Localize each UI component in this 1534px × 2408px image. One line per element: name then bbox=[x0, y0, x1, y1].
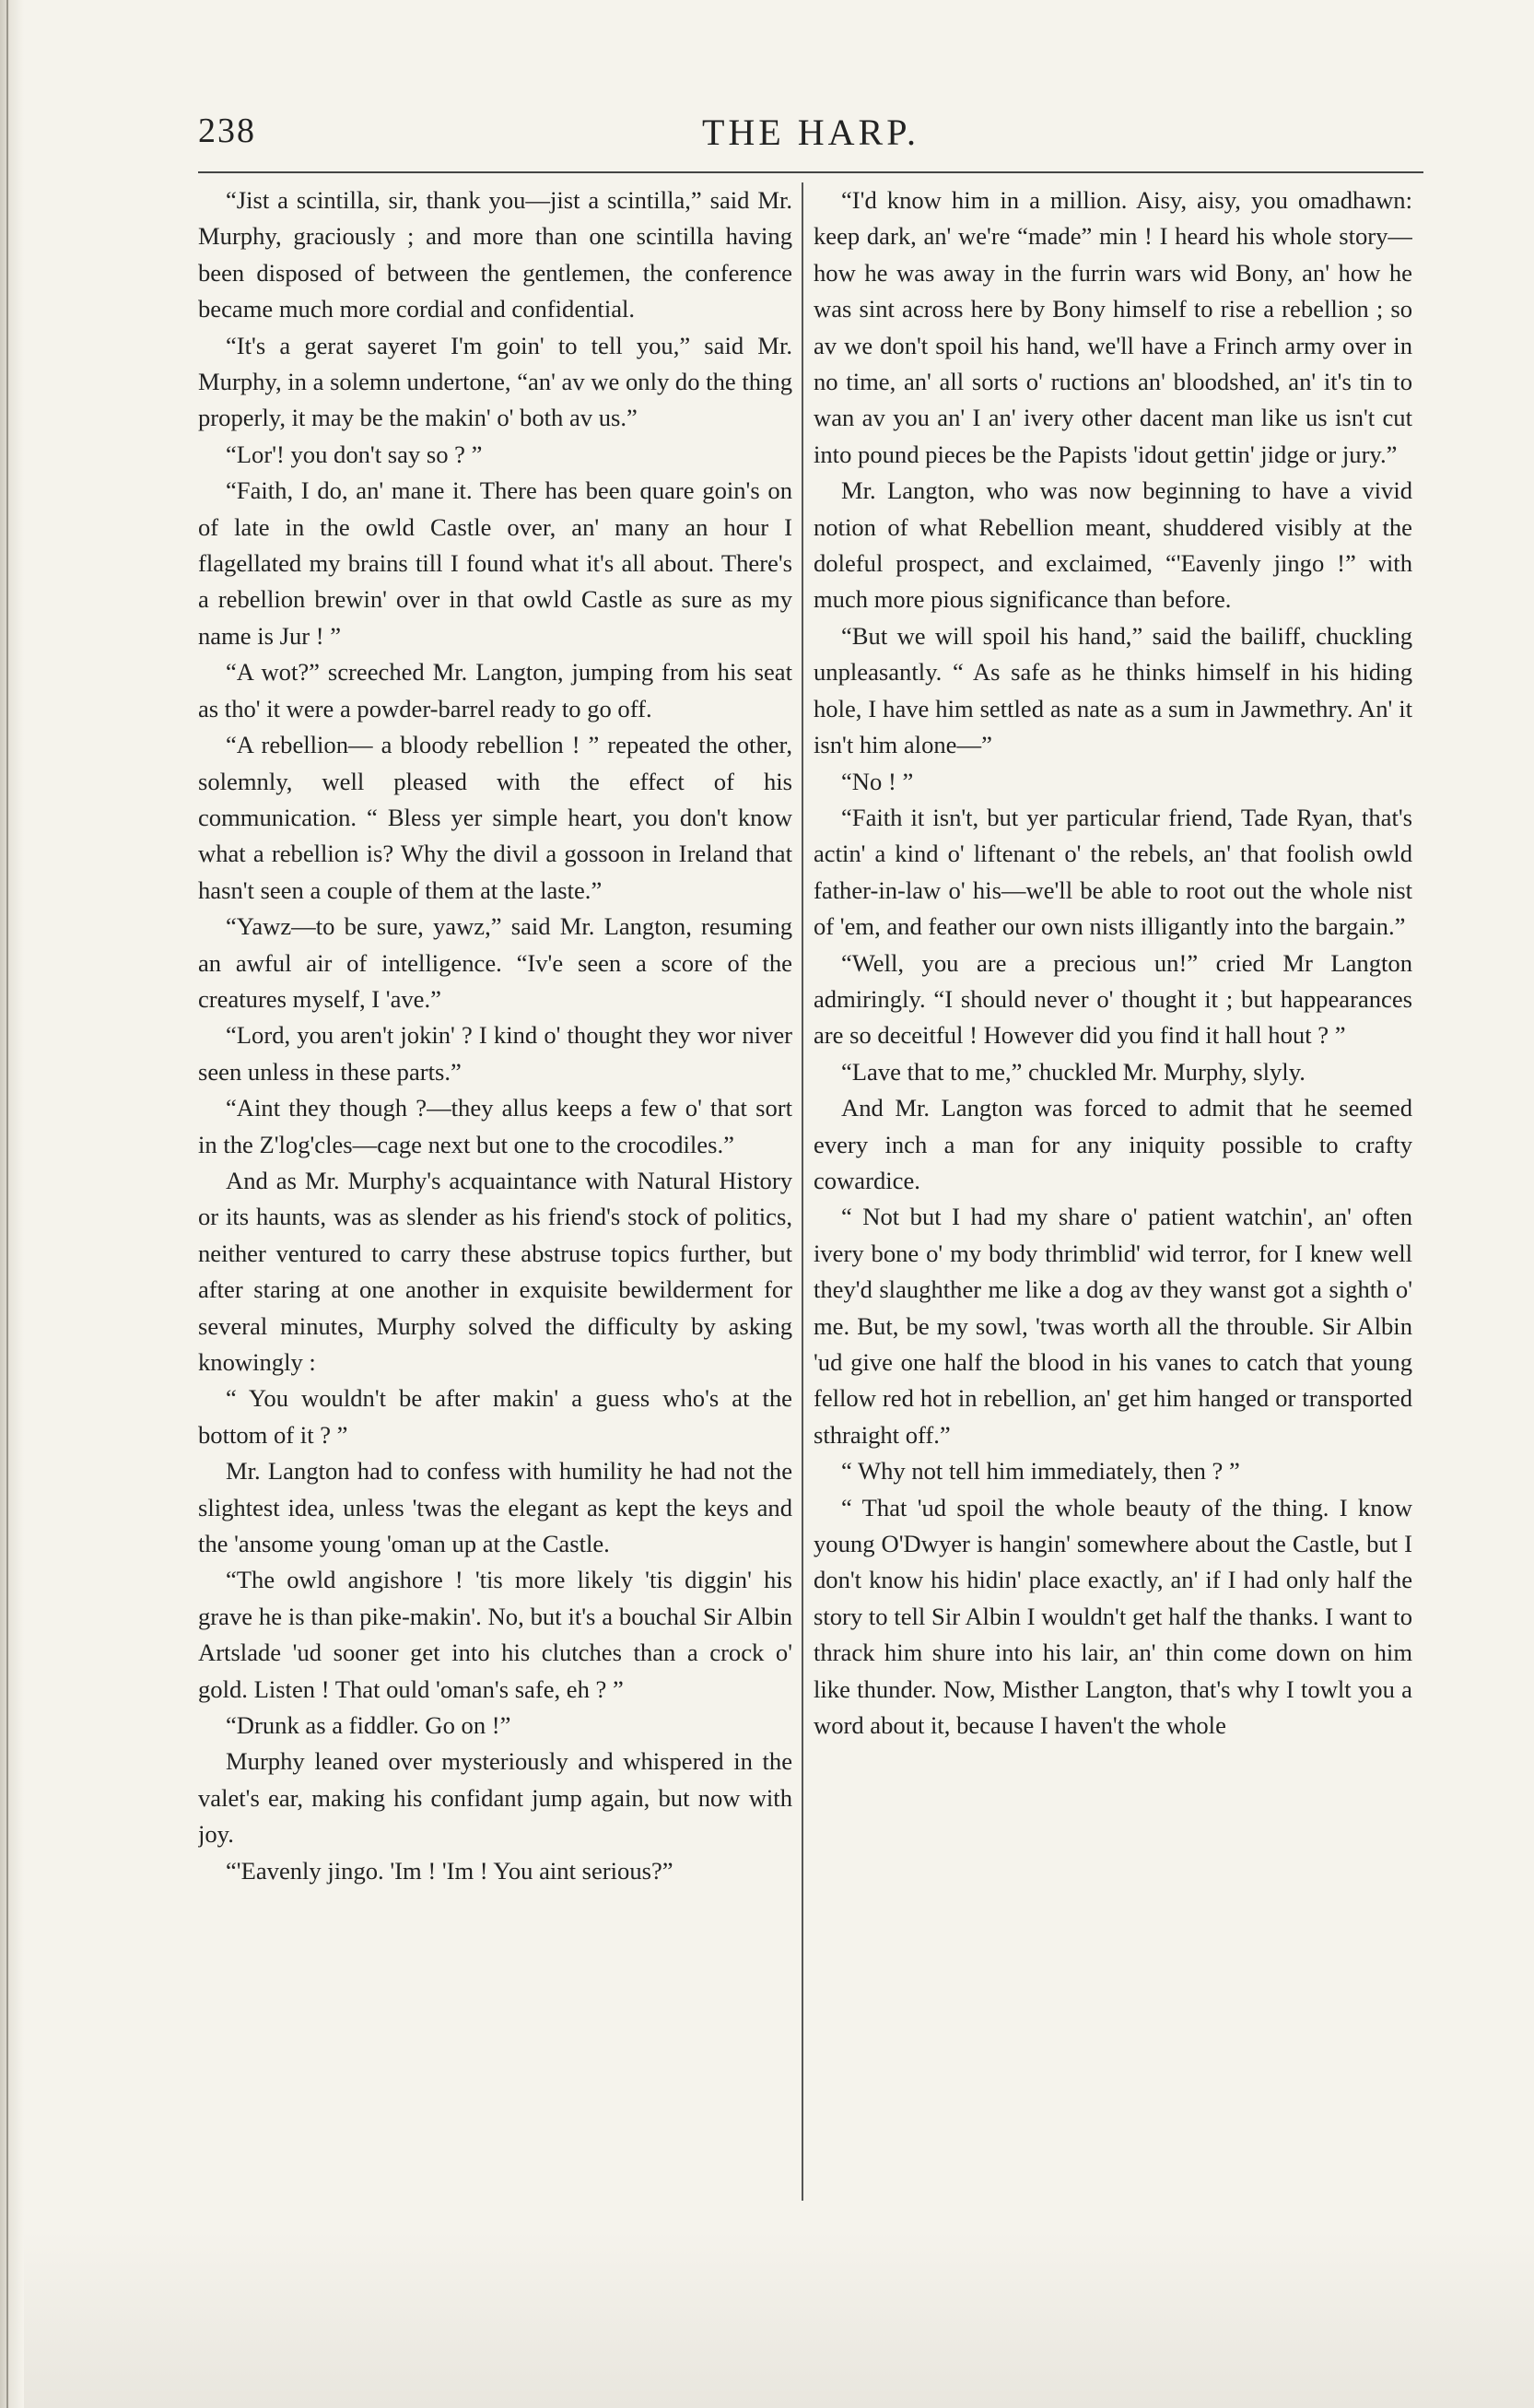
right-text-column bbox=[814, 182, 1412, 2191]
paragraph: “Aint they though ?—they allus keeps a few o' that sort in the Z'log'cles—cage next but one to the crocodiles.” bbox=[198, 1094, 792, 1158]
paragraph: “I'd know him in a million. Aisy, aisy, you omadhawn: keep dark, an' we're “made” min ! I heard his whole story—how he was away in the furrin wars wid Bony, an' how he was sint across here by Bony himself to rise a rebellion ; so av we don't spoil his hand, we'll have a Frinch army over in no time, an' all sorts o' ructions an' bloodshed, an' it's tin to wan av you an' I an' ivery other dacent man like us isn't cut into pound pieces be the Papists 'idout gettin' jidge or jury.” bbox=[814, 186, 1412, 468]
paragraph: “'Eavenly jingo. 'Im ! 'Im ! You aint serious?” bbox=[226, 1856, 673, 1885]
paragraph: “Drunk as a fiddler. Go on !” bbox=[226, 1711, 511, 1740]
paragraph: “Jist a scintilla, sir, thank you—jist a scintilla,” said Mr. Murphy, graciously ; and more than one scintilla having been disposed of between the gentlemen, the conference became much more cordial and confidential. bbox=[198, 186, 792, 323]
header-rule bbox=[198, 171, 1423, 173]
column-divider bbox=[802, 182, 803, 2201]
page-number: 238 bbox=[198, 112, 256, 150]
paragraph: And Mr. Langton was forced to admit that he seemed every inch a man for any iniquity possible to crafty cowardice. bbox=[814, 1094, 1412, 1194]
page-bottom-margin bbox=[24, 2230, 1534, 2408]
page-header bbox=[198, 111, 1423, 166]
binding-edge-line bbox=[6, 0, 8, 2408]
paragraph: “Well, you are a precious un!” cried Mr Langton admiringly. “I should never o' thought it ; but happearances are so deceitful ! However did you find it hall hout ? ” bbox=[814, 948, 1412, 1050]
paragraph: “ You wouldn't be after makin' a guess who's at the bottom of it ? ” bbox=[198, 1384, 792, 1449]
paragraph: “ Why not tell him immediately, then ? ” bbox=[841, 1457, 1240, 1486]
paragraph: “ Not but I had my share o' patient watchin', an' often ivery bone o' my body thrimblid' wid terror, for I knew well they'd slaughther me like a dog av they wanst got a sighth o' me. But, be my sowl, 'twas worth all the throuble. Sir Albin 'ud give one half the blood in his vanes to catch that young fellow red hot in rebellion, an' get him hanged or transported sthraight off.” bbox=[814, 1203, 1412, 1449]
page-gutter-shadow bbox=[0, 0, 24, 2408]
paragraph: Mr. Langton, who was now beginning to have a vivid notion of what Rebellion meant, shuddered visibly at the doleful prospect, and exclaimed, “'Eavenly jingo !” with much more pious significance than before. bbox=[814, 476, 1412, 614]
paragraph: “Faith it isn't, but yer particular friend, Tade Ryan, that's actin' a kind o' liftenant o' the rebels, an' that foolish owld father-in-law o' his—we'll be able to root out the whole nist of 'em, and feather our own nists illigantly into the bargain.” bbox=[814, 803, 1412, 941]
paragraph: “But we will spoil his hand,” said the bailiff, chuckling unpleasantly. “ As safe as he thinks himself in his hiding hole, I have him settled as nate as a sum in Jawmethry. An' it isn't him alone—” bbox=[814, 621, 1412, 759]
paragraph: “The owld angishore ! 'tis more likely 'tis diggin' his grave he is than pike-makin'. No, but it's a bouchal Sir Albin Artslade 'ud sooner get into his clutches than a crock o' gold. Listen ! That ould 'oman's safe, eh ? ” bbox=[198, 1566, 792, 1703]
paragraph: “Faith, I do, an' mane it. There has been quare goin's on of late in the owld Castle over, an' many an hour I flagellated my brains till I found what it's all about. There's a rebellion brewin' over in that owld Castle as sure as my name is Jur ! ” bbox=[198, 476, 792, 650]
paragraph: Mr. Langton had to confess with humility he had not the slightest idea, unless 'twas the elegant as kept the keys and the 'ansome young 'oman up at the Castle. bbox=[198, 1457, 792, 1558]
paragraph: “A wot?” screeched Mr. Langton, jumping from his seat as tho' it were a powder-barrel ready to go off. bbox=[198, 658, 792, 722]
paragraph: And as Mr. Murphy's acquaintance with Natural History or its haunts, was as slender as his friend's stock of politics, neither ventured to carry these abstruse topics further, but after staring at one another in exquisite bewilderment for several minutes, Murphy solved the difficulty by asking knowingly : bbox=[198, 1166, 792, 1376]
paragraph: “Lave that to me,” chuckled Mr. Murphy, slyly. bbox=[841, 1057, 1306, 1086]
paragraph: “Lor'! you don't say so ? ” bbox=[226, 440, 483, 468]
paragraph: “A rebellion— a bloody rebellion ! ” repeated the other, solemnly, well pleased with the effect of his communication. “ Bless yer simple heart, you don't know what a rebellion is? Why the divil a gossoon in Ireland that hasn't seen a couple of them at the laste.” bbox=[198, 731, 792, 904]
paragraph: “No ! ” bbox=[841, 767, 914, 795]
paragraph: “ That 'ud spoil the whole beauty of the thing. I know young O'Dwyer is hangin' somewhere about the Castle, but I don't know his hidin' place exactly, an' if I had only half the story to tell Sir Albin I wouldn't get half the thanks. I want to thrack him shure into his lair, an' thin come down on him like thunder. Now, Misther Langton, that's why I towlt you a word about it, because I haven't the whole bbox=[814, 1493, 1412, 1740]
paragraph: “Lord, you aren't jokin' ? I kind o' thought they wor niver seen unless in these parts.” bbox=[198, 1021, 792, 1086]
running-title: THE HARP. bbox=[701, 112, 920, 153]
left-text-column bbox=[198, 182, 792, 2191]
paragraph: “Yawz—to be sure, yawz,” said Mr. Langton, resuming an awful air of intelligence. “Iv'e seen a score of the creatures myself, I 'ave.” bbox=[198, 912, 792, 1013]
paragraph: “It's a gerat sayeret I'm goin' to tell you,” said Mr. Murphy, in a solemn undertone, “an' av we only do the thing properly, it may be the makin' o' both av us.” bbox=[198, 331, 792, 432]
paragraph: Murphy leaned over mysteriously and whispered in the valet's ear, making his confidant jump again, but now with joy. bbox=[198, 1747, 792, 1849]
